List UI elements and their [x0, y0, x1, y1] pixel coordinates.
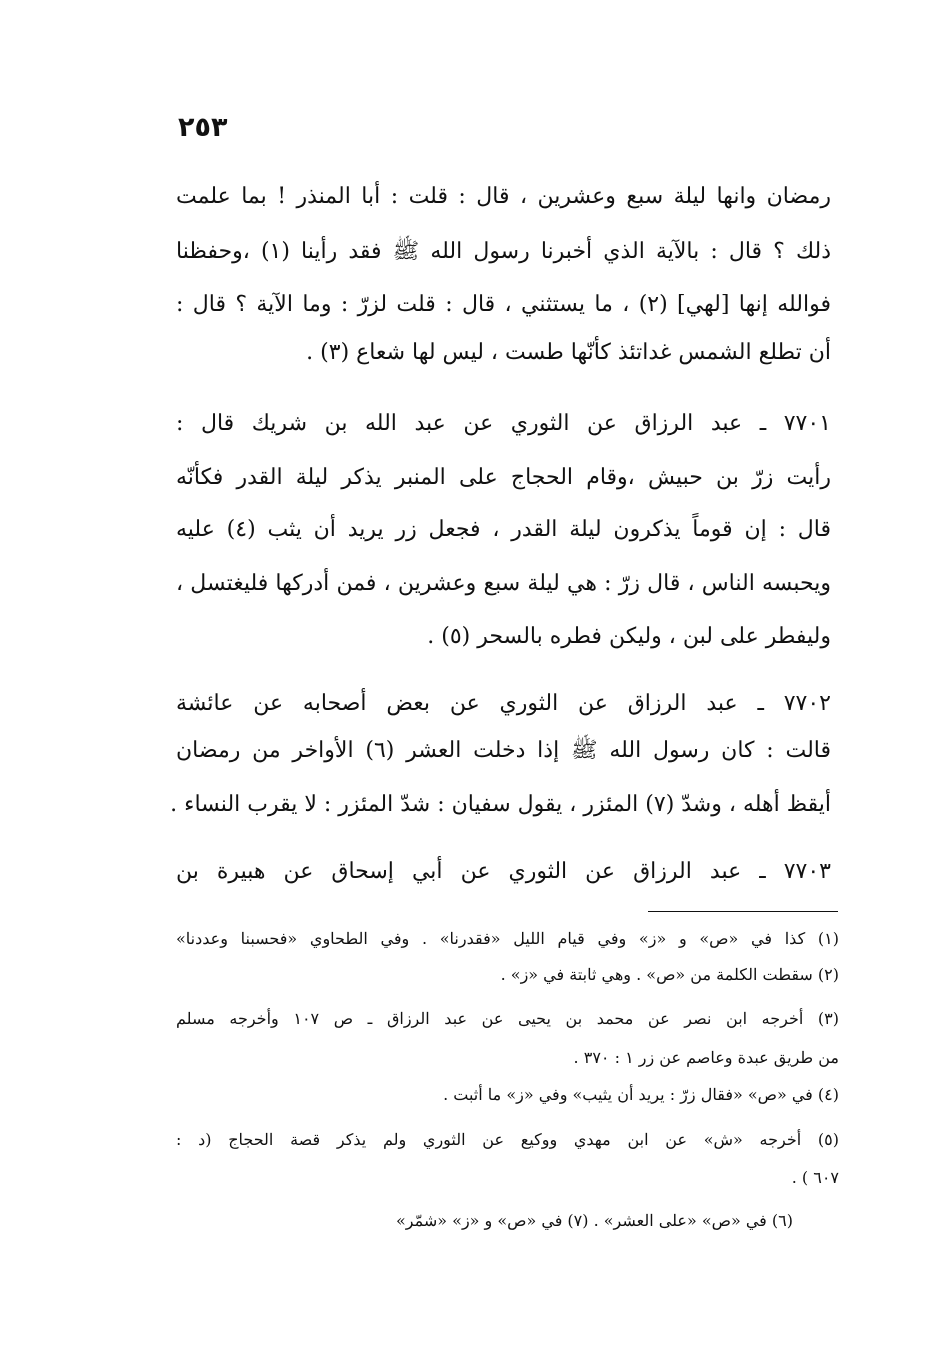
footnote-3: (٣) أخرجه ابن نصر عن محمد بن يحيى عن عبد الرزاق ـ ص ١٠٧ وأخرجه مسلم [176, 1009, 840, 1028]
body-line: فوالله إنها [لهي] (٢) ، ما يستثني ، قال : قلت لزرّ : وما الآية ؟ قال : [176, 292, 831, 317]
footnote-5: (٥) أخرجه «ش» عن ابن مهدي ووكيع عن الثوري ولم يذكر قصة الحجاج (د : [176, 1130, 840, 1149]
body-line: قال : إن قوماً يذكرون ليلة القدر ، فجعل زر يريد أن يثب (٤) عليه [176, 517, 831, 542]
footnote-1: (١) كذا في «ص» و «ز» وفي قيام الليل «فقدرنا» . وفي الطحاوي «فحسبنا وعددنا» [176, 929, 839, 948]
body-line: رمضان وانها ليلة سبع وعشرين ، قال : قلت : أبا المنذر ! بما علمت [176, 184, 831, 209]
body-line: أن تطلع الشمس غداتئذ كأنّها طست ، ليس لها شعاع (٣) . [306, 340, 831, 365]
footnote-3-continued: من طريق عبدة وعاصم عن زر ١ : ٣٧٠ . [573, 1048, 839, 1067]
footnote-separator [648, 911, 838, 912]
body-line: وليفطر على لبن ، وليكن فطره بالسحر (٥) . [427, 624, 831, 649]
hadith-7701-line: ٧٧٠١ ـ عبد الرزاق عن الثوري عن عبد الله بن شريك قال : [176, 411, 831, 436]
body-line: ويحبسه الناس ، قال زرّ : هي ليلة سبع وعشرين ، فمن أدركها فليغتسل ، [176, 571, 831, 596]
body-line: أيقظ أهله ، وشدّ (٧) المئزر ، يقول سفيان : شدّ المئزر : لا يقرب النساء . [170, 792, 831, 817]
body-line: رأيت زرّ بن حبيش ،وقام الحجاج على المنبر يذكر ليلة القدر فكأنّه [176, 465, 831, 490]
body-line: قالت : كان رسول الله ﷺ إذا دخلت العشر (٦) الأواخر من رمضان [176, 738, 831, 763]
hadith-7703-line: ٧٧٠٣ ـ عبد الرزاق عن الثوري عن أبي إسحاق عن هبيرة بن [176, 859, 831, 884]
hadith-7702-line: ٧٧٠٢ ـ عبد الرزاق عن الثوري عن بعض أصحابه عن عائشة [176, 691, 831, 716]
body-line: ذلك ؟ قال : بالآية الذي أخبرنا رسول الله ﷺ فقد رأينا (١) ،وحفظنا [176, 239, 831, 264]
footnote-4: (٤) في «ص» «فقال زرّ : يريد أن يثيب» وفي «ز» ما أثبت . [443, 1085, 839, 1104]
footnote-6-7: (٦) في «ص» «على العشر» . (٧) في «ص» و «ز» «شمّر» [396, 1211, 793, 1230]
footnote-2: (٢) سقطت الكلمة من «ص» . وهي ثابتة في «ز» . [500, 965, 839, 984]
footnote-5-continued: ٦٠٧ ) . [791, 1168, 839, 1187]
page-number: ٢٥٣ [178, 112, 228, 143]
